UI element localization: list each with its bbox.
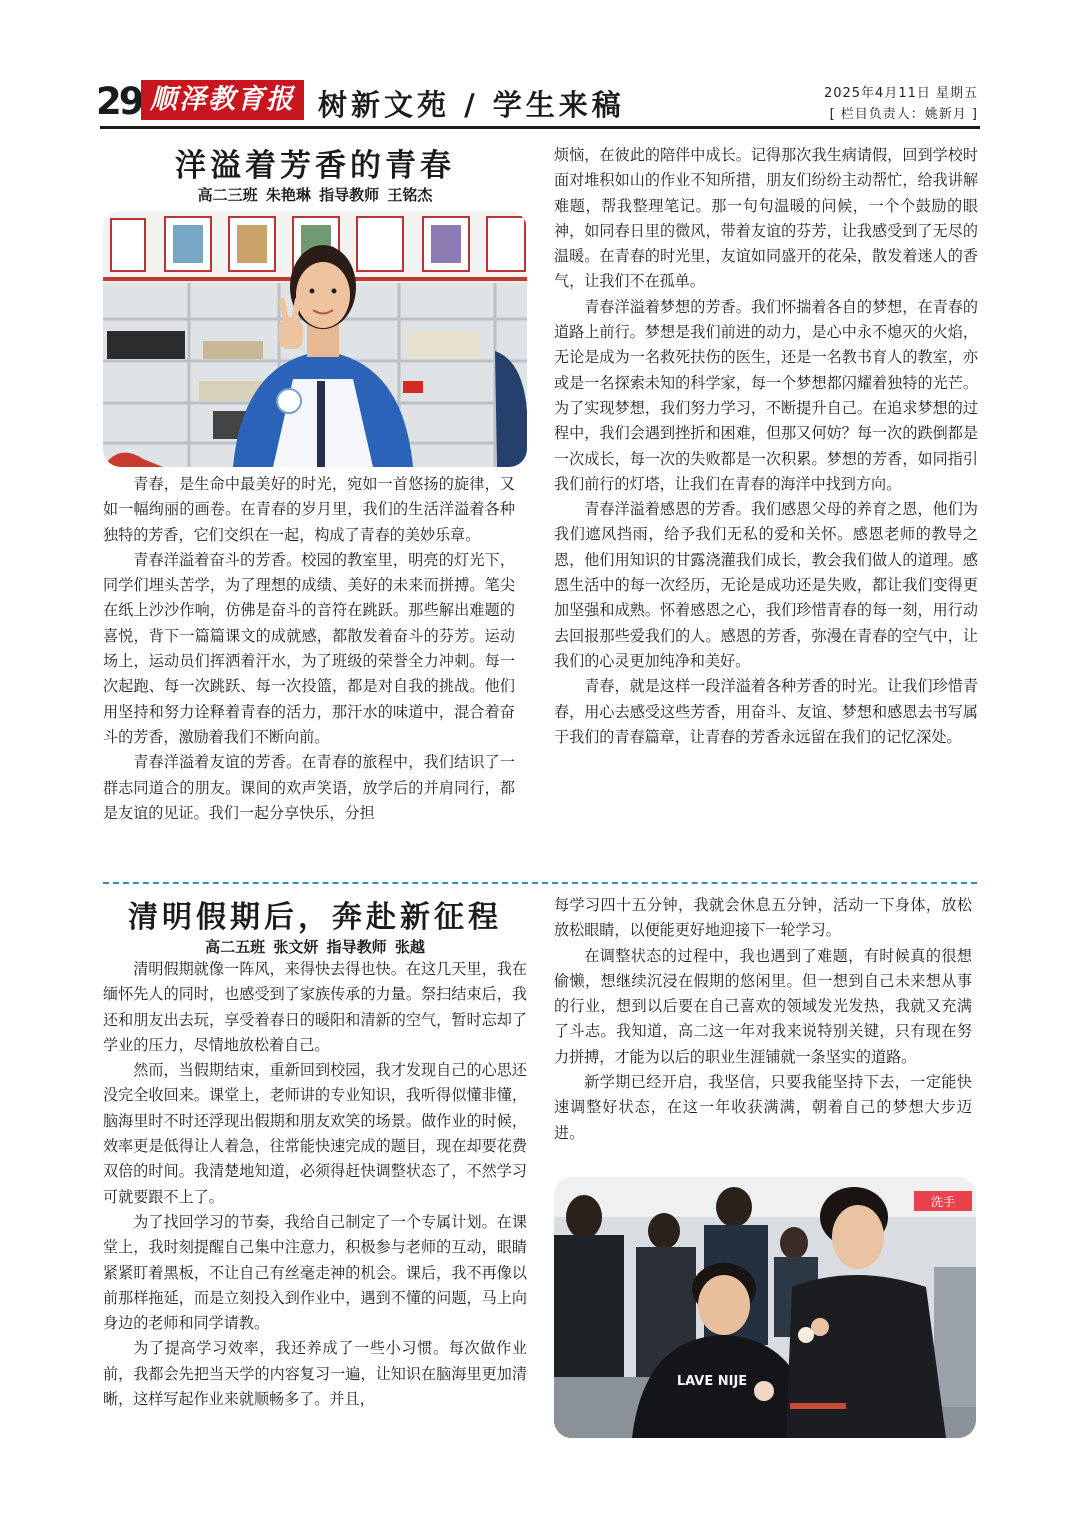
paragraph: 青春，就是这样一段洋溢着各种芳香的时光。让我们珍惜青春，用心去感受这些芳香，用奋斗、友谊、梦想和感恩去书写属于我们的青春篇章，让青春的芳香永远留在我们的记忆深处。 — [554, 677, 978, 746]
article1-title: 洋溢着芳香的青春 — [175, 148, 455, 184]
section-title: 树新文苑 / 学生来稿 — [318, 88, 625, 122]
shirt-text: LAVE NIJE — [676, 1374, 748, 1389]
paragraph: 青春洋溢着友谊的芳香。在青春的旅程中，我们结识了一群志同道合的朋友。课间的欢声笑语，放学后的并肩同行，都是友谊的见证。我们一起分享快乐，分担 — [103, 753, 515, 822]
article1-right-column — [554, 143, 978, 750]
page-number: 29 — [96, 80, 142, 123]
students-making-dumplings-illustration — [554, 1177, 976, 1438]
paragraph: 为了找回学习的节奏，我给自己制定了一个专属计划。在课堂上，我时刻提醒自己集中注意力，积极参与老师的互动，眼睛紧紧盯着黑板，不让自己有丝毫走神的机会。课后，我不再像以前那样拖延，而是立刻投入到作业中，遇到不懂的问题，马上向身边的老师和同学请教。 — [103, 1212, 527, 1333]
paragraph: 青春，是生命中最美好的时光，宛如一首悠扬的旋律，又如一幅绚丽的画卷。在青春的岁月里，我们的生活洋溢着各种独特的芳香，它们交织在一起，构成了青春的美妙乐章。 — [103, 475, 515, 544]
paragraph: 青春洋溢着奋斗的芳香。校园的教室里，明亮的灯光下，同学们埋头苦学，为了理想的成绩、美好的未来而拼搏。笔尖在纸上沙沙作响，仿佛是奋斗的音符在跳跃。那些解出难题的喜悦，背下一篇篇课文的成就感，都散发着奋斗的芬芳。运动场上，运动员们挥洒着汗水，为了班级的荣誉全力冲刺。每一次起跑、每一次跳跃、每一次投篮，都是对自我的挑战。他们用坚持和努力诠释着青春的活力，那汗水的味道中，混合着奋斗的芳香，激励着我们不断向前。 — [103, 550, 515, 746]
column-editor: [ 栏目负责人：姚新月 ] — [829, 107, 978, 122]
article2-title: 清明假期后，奔赴新征程 — [128, 900, 502, 935]
article1-byline: 高二三班 朱艳琳 指导教师 王铭杰 — [197, 186, 433, 204]
paragraph: 清明假期就像一阵风，来得快去得也快。在这几天里，我在缅怀先人的同时，也感受到了家族传承的力量。祭扫结束后，我还和朋友出去玩，享受着春日的暖阳和清新的空气，暂时忘却了学业的压力，尽情地放松着自己。 — [103, 960, 527, 1054]
article2-byline: 高二五班 张文妍 指导教师 张越 — [205, 938, 425, 956]
article2-right-column — [554, 893, 972, 1146]
issue-date: 2025年4月11日 星期五 — [823, 86, 978, 101]
article1-photo — [103, 211, 527, 467]
paragraph: 为了提高学习效率，我还养成了一些小习惯。每次做作业前，我都会先把当天学的内容复习一遍，让知识在脑海里更加清晰，这样写起作业来就顺畅多了。并且， — [103, 1339, 527, 1409]
paragraph: 烦恼，在彼此的陪伴中成长。记得那次我生病请假，回到学校时面对堆积如山的作业不知所措，朋友们纷纷主动帮忙，给我讲解难题，帮我整理笔记。那一句句温暖的问候，一个个鼓励的眼神，如同春日里的微风，带着友谊的芬芳，让我感受到了无尽的温暖。在青春的时光里，友谊如同盛开的花朵，散发着迷人的香气，让我们不在孤单。 — [554, 146, 978, 291]
article-divider — [103, 882, 977, 884]
paragraph: 在调整状态的过程中，我也遇到了难题，有时候真的很想偷懒，想继续沉浸在假期的悠闲里。但一想到自己未来想从事的行业，想到以后要在自己喜欢的领域发光发热，我就又充满了斗志。我知道，高二这一年对我来说特别关键，只有现在努力拼搏，才能为以后的职业生涯铺就一条坚实的道路。 — [554, 946, 972, 1066]
paragraph: 每学习四十五分钟，我就会休息五分钟，活动一下身体，放松放松眼睛，以便能更好地迎接下一轮学习。 — [554, 896, 972, 940]
paragraph: 青春洋溢着感恩的芳香。我们感恩父母的养育之恩，他们为我们遮风挡雨，给予我们无私的爱和关怀。感恩老师的教导之恩，他们用知识的甘露浇灌我们成长，教会我们做人的道理。感恩生活中的每一次经历，无论是成功还是失败，都让我们变得更加坚强和成熟。怀着感恩之心，我们珍惜青春的每一刻，用行动去回报那些爱我们的人。感恩的芳香，弥漫在青春的空气中，让我们的心灵更加纯净和美好。 — [554, 500, 978, 670]
newspaper-logo: 顺泽教育报 — [141, 80, 304, 120]
paragraph: 然而，当假期结束，重新回到校园，我才发现自己的心思还没完全收回来。课堂上，老师讲的专业知识，我听得似懂非懂，脑海里时不时还浮现出假期和朋友欢笑的场景。做作业的时候，效率更是低得让人着急，往常能快速完成的题目，现在却要花费双倍的时间。我清楚地知道，必须得赶快调整状态了，不然学习可就要跟不上了。 — [103, 1061, 527, 1206]
article2-left-column — [103, 957, 527, 1412]
paragraph: 新学期已经开启，我坚信，只要我能坚持下去，一定能快速调整好状态，在这一年收获满满，朝着自己的梦想大步迈进。 — [554, 1073, 972, 1142]
paragraph: 青春洋溢着梦想的芳香。我们怀揣着各自的梦想，在青春的道路上前行。梦想是我们前进的动力，是心中永不熄灭的火焰，无论是成为一名救死扶伤的医生，还是一名教书育人的教室，亦或是一名探索未知的科学家，每一个梦想都闪耀着独特的光芒。为了实现梦想，我们努力学习，不断提升自己。在追求梦想的过程中，我们会遇到挫折和困难，但那又何妨？每一次的跌倒都是一次成长，每一次的失败都是一次积累。梦想的芳香，如同指引我们前行的灯塔，让我们在青春的海洋中找到方向。 — [554, 297, 978, 493]
sign-text: 洗手 — [930, 1195, 956, 1209]
article2-photo — [554, 1177, 976, 1438]
article1-left-column — [103, 472, 515, 826]
student-portrait-illustration — [103, 211, 527, 467]
header-rule — [100, 126, 980, 129]
